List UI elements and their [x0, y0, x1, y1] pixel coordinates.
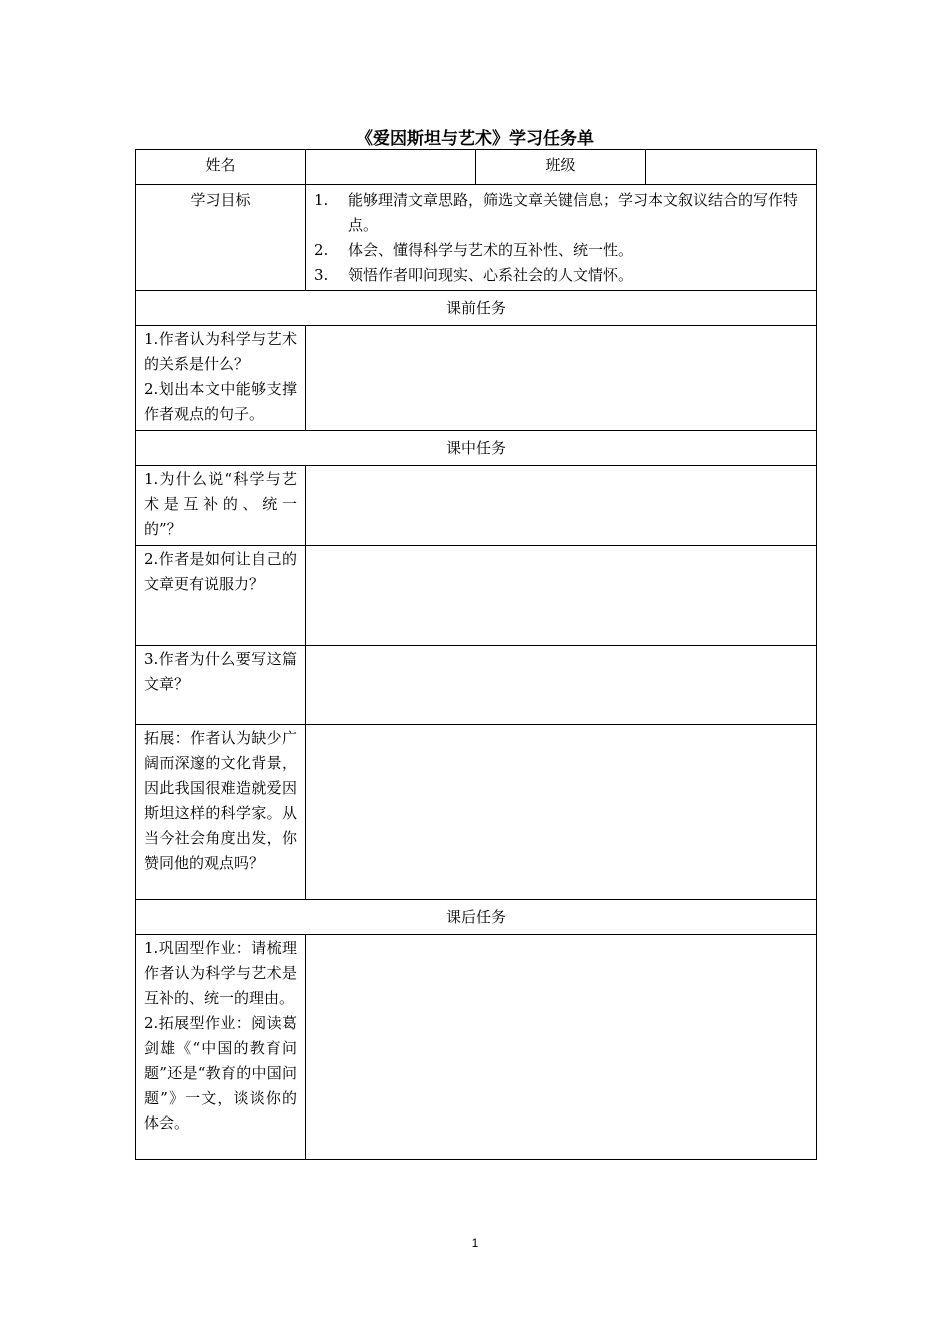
task-sheet-table	[135, 149, 817, 1160]
class-field[interactable]	[646, 150, 817, 185]
pre-class-question-2: 2.划出本文中能够支撑作者观点的句子。	[144, 380, 297, 423]
section-heading-post-class: 课后任务	[136, 900, 817, 935]
extension-question: 拓展：作者认为缺少广阔而深邃的文化背景，因此我国很难造就爱因斯坦这样的科学家。从当今社会角度出发，你赞同他的观点吗？	[136, 725, 306, 900]
in-class-row-3	[136, 646, 817, 725]
in-class-question-1: 1.为什么说“科学与艺术是互补的、统一的”？	[136, 466, 306, 546]
section-heading-in-class: 课中任务	[136, 431, 817, 466]
goals-label: 学习目标	[136, 185, 306, 291]
in-class-question-2: 2.作者是如何让自己的文章更有说服力？	[136, 546, 306, 646]
header-row	[136, 150, 817, 185]
class-label: 班级	[476, 150, 646, 185]
in-class-row-1	[136, 466, 817, 546]
in-class-question-3: 3.作者为什么要写这篇文章？	[136, 646, 306, 725]
pre-class-questions	[136, 326, 306, 431]
in-class-row-2	[136, 546, 817, 646]
pre-class-row	[136, 326, 817, 431]
pre-class-answer-area[interactable]	[306, 326, 817, 431]
section-row-pre-class	[136, 291, 817, 326]
in-class-answer-3[interactable]	[306, 646, 817, 725]
goal-number: 3.	[314, 266, 329, 284]
in-class-answer-1[interactable]	[306, 466, 817, 546]
goal-item	[314, 188, 810, 238]
page-title: 《爱因斯坦与艺术》学习任务单	[356, 129, 594, 149]
section-row-in-class	[136, 431, 817, 466]
post-class-answer-area[interactable]	[306, 935, 817, 1160]
name-label: 姓名	[136, 150, 306, 185]
goal-item	[314, 238, 810, 263]
name-field[interactable]	[306, 150, 476, 185]
goal-text: 能够理清文章思路，筛选文章关键信息；学习本文叙议结合的写作特点。	[348, 191, 799, 234]
goal-item	[314, 263, 810, 288]
goal-number: 1.	[314, 191, 329, 209]
goal-number: 2.	[314, 241, 329, 259]
post-class-question-2: 2.拓展型作业：阅读葛剑雄《“中国的教育问题”还是“教育的中国问题”》一文，谈谈你的体会。	[144, 1014, 297, 1132]
post-class-questions	[136, 935, 306, 1160]
goals-list	[306, 185, 817, 291]
section-heading-pre-class: 课前任务	[136, 291, 817, 326]
in-class-answer-2[interactable]	[306, 546, 817, 646]
pre-class-question-1: 1.作者认为科学与艺术的关系是什么？	[144, 330, 297, 373]
goals-row	[136, 185, 817, 291]
goal-text: 领悟作者叩问现实、心系社会的人文情怀。	[348, 266, 634, 284]
post-class-row	[136, 935, 817, 1160]
goal-text: 体会、懂得科学与艺术的互补性、统一性。	[348, 241, 634, 259]
post-class-question-1: 1.巩固型作业：请梳理作者认为科学与艺术是互补的、统一的理由。	[144, 939, 297, 1007]
extension-answer[interactable]	[306, 725, 817, 900]
in-class-row-extension	[136, 725, 817, 900]
section-row-post-class	[136, 900, 817, 935]
page-number: 1	[471, 1236, 479, 1250]
